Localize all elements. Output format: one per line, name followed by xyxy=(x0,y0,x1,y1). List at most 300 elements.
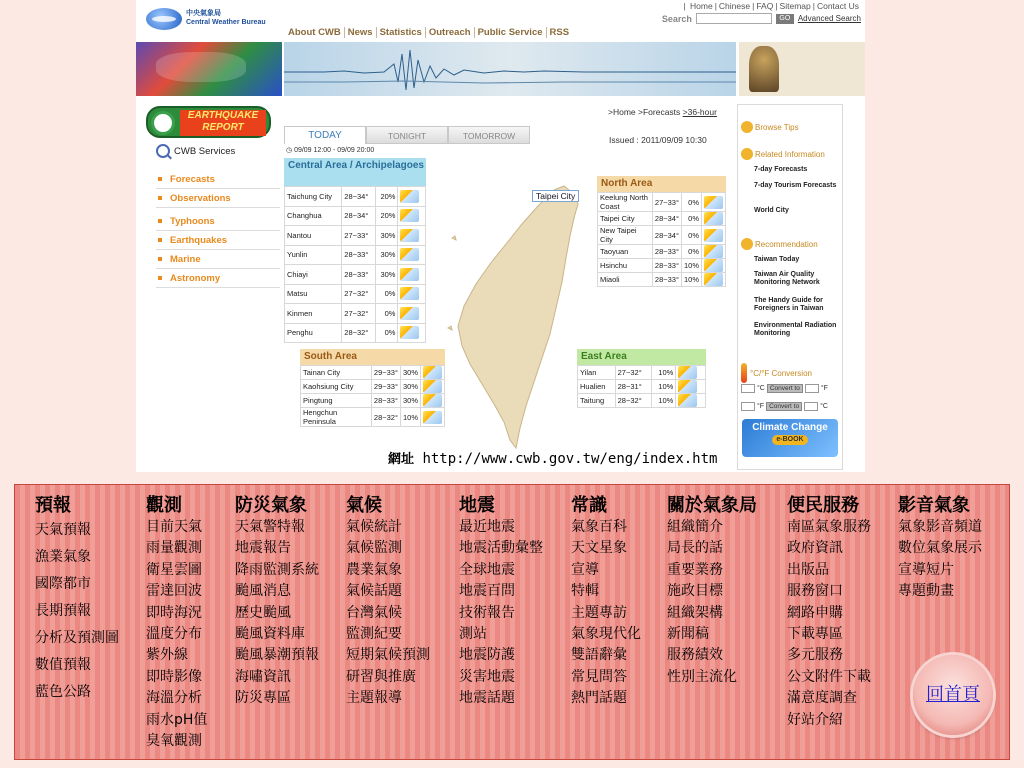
forecast-icon-cell xyxy=(398,265,426,285)
forecast-row xyxy=(285,284,426,304)
forecast-city[interactable]: Taipei City xyxy=(598,212,653,226)
celsius-input[interactable] xyxy=(741,384,755,393)
chinese-sitemap-panel xyxy=(14,484,1010,760)
sitemap-link[interactable]: 公文附件下載 xyxy=(787,668,871,685)
forecast-pop: 30% xyxy=(400,366,420,380)
sitemap-link[interactable]: 雷達回波 xyxy=(146,583,202,600)
forecast-temp: 29~33° xyxy=(371,366,400,380)
magnifier-icon xyxy=(156,144,170,158)
sitemap-heading[interactable]: 防災氣象 xyxy=(235,495,307,516)
forecast-city[interactable]: Taichung City xyxy=(285,187,342,207)
sitemap-link[interactable]: 下載專區 xyxy=(787,626,843,643)
sitemap-link[interactable]: 地震話題 xyxy=(459,690,515,707)
sitemap-link[interactable]: 氣象百科 xyxy=(571,519,627,535)
menu-marine[interactable]: Marine xyxy=(156,250,280,269)
sitemap-link[interactable]: 性別主流化 xyxy=(667,668,737,685)
sitemap-link[interactable]: 國際都市 xyxy=(35,576,91,592)
sitemap-link[interactable]: 地震報告 xyxy=(235,540,291,557)
forecast-pop: 0% xyxy=(681,193,701,212)
tab-tonight[interactable]: TONIGHT xyxy=(366,126,448,144)
sunny-cloudy-icon xyxy=(423,366,442,379)
sitemap-link[interactable]: 颱風暴潮預報 xyxy=(235,647,319,664)
sitemap-link[interactable]: 服務績效 xyxy=(667,647,723,664)
forecast-row xyxy=(285,245,426,265)
conversion-label: °C/°F Conversion xyxy=(750,368,812,378)
sitemap-link[interactable]: 歷史颱風 xyxy=(235,604,291,621)
url-label: 網址 xyxy=(388,452,415,467)
tab-today[interactable]: TODAY xyxy=(284,126,366,144)
forecast-temp: 28~33° xyxy=(371,394,400,408)
sitemap-heading[interactable]: 觀測 xyxy=(146,495,182,516)
sitemap-link[interactable]: 天文星象 xyxy=(571,540,627,557)
sitemap-link[interactable]: 研習與推廣 xyxy=(346,668,416,685)
earthquake-icon xyxy=(151,111,175,135)
sitemap-heading[interactable]: 地震 xyxy=(459,495,495,516)
celsius-unit: °C xyxy=(757,385,765,392)
forecast-icon-cell xyxy=(702,212,726,226)
sitemap-link[interactable]: 雨量觀測 xyxy=(146,540,202,557)
link-7day-forecasts[interactable]: 7-day Forecasts xyxy=(754,166,808,173)
forecast-pop: 0% xyxy=(375,304,398,324)
forecast-icon-cell xyxy=(676,394,706,408)
forecast-icon-cell xyxy=(702,259,726,273)
browse-tips[interactable] xyxy=(741,121,799,133)
sitemap-link[interactable]: 即時海況 xyxy=(146,604,202,621)
forecast-pop: 0% xyxy=(681,245,701,259)
convert-f-button[interactable]: Convert to xyxy=(766,402,802,411)
forecast-city[interactable]: Tainan City xyxy=(301,366,372,380)
sunny-cloudy-icon xyxy=(400,248,419,261)
menu-forecasts[interactable]: Forecasts xyxy=(156,170,280,189)
sitemap-link[interactable]: 台灣氣候 xyxy=(346,604,402,621)
forecast-row xyxy=(598,193,726,212)
forecast-temp: 28~32° xyxy=(371,408,400,427)
sitemap-link[interactable]: 南區氣象服務 xyxy=(787,519,871,535)
forecast-pop: 20% xyxy=(375,206,398,226)
sitemap-link[interactable]: 目前天氣 xyxy=(146,519,202,535)
sitemap-link[interactable]: 海嘯資訊 xyxy=(235,668,291,685)
forecast-row xyxy=(301,366,445,380)
sitemap-link[interactable]: 降雨監測系統 xyxy=(235,561,319,578)
sitemap-heading[interactable]: 預報 xyxy=(35,495,71,516)
cwb-logo[interactable] xyxy=(146,6,276,32)
sitemap-link[interactable]: 長期預報 xyxy=(35,603,91,619)
fahrenheit-input[interactable] xyxy=(741,402,755,411)
sitemap-link[interactable]: 氣候統計 xyxy=(346,519,402,535)
forecast-city[interactable]: Matsu xyxy=(285,284,342,304)
sitemap-link[interactable]: 防災專區 xyxy=(235,690,291,707)
sitemap-link[interactable]: 氣象影音頻道 xyxy=(898,519,982,535)
sitemap-link[interactable]: 網路申購 xyxy=(787,604,843,621)
sitemap-link[interactable]: 監測紀要 xyxy=(346,626,402,643)
forecast-icon-cell xyxy=(398,187,426,207)
sitemap-link[interactable]: 颱風資料庫 xyxy=(235,626,305,643)
sitemap-link[interactable]: 政府資訊 xyxy=(787,540,843,557)
south-area-title: South Area xyxy=(300,349,445,365)
menu-typhoons[interactable]: Typhoons xyxy=(156,212,280,231)
forecast-temp: 28~34° xyxy=(652,226,681,245)
earthquake-report-button[interactable] xyxy=(146,106,271,138)
climate-title: Climate Change xyxy=(752,422,828,433)
sitemap-link[interactable]: 溫度分布 xyxy=(146,626,202,643)
banner-seismogram xyxy=(284,42,736,96)
forecast-icon-cell xyxy=(676,380,706,394)
forecast-city[interactable]: Taitung xyxy=(578,394,616,408)
sitemap-heading[interactable]: 常識 xyxy=(571,495,607,516)
forecast-temp: 27~32° xyxy=(615,366,651,380)
sitemap-column xyxy=(35,495,119,706)
sitemap-link[interactable]: 即時影像 xyxy=(146,668,202,685)
forecast-row xyxy=(598,245,726,259)
breadcrumb-36hour[interactable]: >36-hour xyxy=(682,107,717,117)
forecast-temp: 28~33° xyxy=(652,273,681,287)
sitemap-link[interactable]: 漁業氣象 xyxy=(35,549,91,565)
nav-news[interactable]: News xyxy=(345,27,377,38)
top-link-contact[interactable]: Contact Us xyxy=(816,1,859,11)
sunny-cloudy-icon xyxy=(678,394,697,407)
forecast-pop: 30% xyxy=(400,380,420,394)
central-area-box xyxy=(284,158,426,343)
ebook-label: e-BOOK xyxy=(772,435,807,445)
sitemap-link[interactable]: 天氣預報 xyxy=(35,522,91,538)
sitemap-link[interactable]: 主題專訪 xyxy=(571,604,627,621)
sunny-cloudy-icon xyxy=(423,380,442,393)
forecast-city[interactable]: Taoyuan xyxy=(598,245,653,259)
f-to-c-row xyxy=(741,402,828,411)
sitemap-heading[interactable]: 氣候 xyxy=(346,495,382,516)
forecast-pop: 10% xyxy=(681,273,701,287)
forecast-city[interactable]: Kaohsiung City xyxy=(301,380,372,394)
sitemap-column xyxy=(667,495,757,688)
forecast-pop: 0% xyxy=(681,226,701,245)
related-info-label: Related Information xyxy=(755,149,825,159)
forecast-city[interactable]: Nantou xyxy=(285,226,342,246)
menu-observations[interactable]: Observations xyxy=(156,189,280,208)
forecast-temp: 28~33° xyxy=(342,265,375,285)
sitemap-heading[interactable]: 影音氣象 xyxy=(898,495,970,516)
cwb-logo-icon xyxy=(146,8,182,30)
top-link-sitemap[interactable]: Sitemap xyxy=(779,1,811,11)
forecast-row xyxy=(578,394,706,408)
sunny-cloudy-icon xyxy=(704,273,723,286)
sitemap-column xyxy=(787,495,871,731)
sitemap-column xyxy=(146,495,207,752)
forecast-temp: 27~33° xyxy=(342,226,375,246)
forecast-temp: 28~31° xyxy=(615,380,651,394)
sitemap-heading[interactable]: 便民服務 xyxy=(787,495,859,516)
cwb-services-label: CWB Services xyxy=(174,145,236,157)
sitemap-link[interactable]: 短期氣候預測 xyxy=(346,647,430,664)
menu-earthquakes[interactable]: Earthquakes xyxy=(156,231,280,250)
forecast-temp: 28~33° xyxy=(652,259,681,273)
forecast-icon-cell xyxy=(676,366,706,380)
forecast-row xyxy=(301,380,445,394)
forecast-temp: 27~32° xyxy=(342,304,375,324)
sitemap-link[interactable]: 施政目標 xyxy=(667,583,723,600)
sitemap-link[interactable]: 紫外線 xyxy=(146,647,188,664)
forecast-tabs xyxy=(284,126,530,144)
sitemap-link[interactable]: 宣導短片 xyxy=(898,561,954,578)
forecast-pop: 20% xyxy=(375,187,398,207)
forecast-icon-cell xyxy=(421,366,445,380)
sunny-cloudy-icon xyxy=(423,411,442,424)
forecast-city[interactable]: Keelung North Coast xyxy=(598,193,653,212)
sunny-cloudy-icon xyxy=(400,209,419,222)
forecast-temp: 29~33° xyxy=(371,380,400,394)
sunny-cloudy-icon xyxy=(704,229,723,242)
sunny-cloudy-icon xyxy=(400,326,419,339)
sitemap-link[interactable]: 颱風消息 xyxy=(235,583,291,600)
link-world-city[interactable]: World City xyxy=(754,207,789,214)
forecast-icon-cell xyxy=(421,380,445,394)
sitemap-link[interactable]: 地震防護 xyxy=(459,647,515,664)
forecast-temp: 27~33° xyxy=(652,193,681,212)
forecast-city[interactable]: Changhua xyxy=(285,206,342,226)
sitemap-link[interactable]: 常見問答 xyxy=(571,668,627,685)
forecast-pop: 10% xyxy=(651,380,676,394)
breadcrumb xyxy=(608,107,717,117)
advanced-search-link[interactable]: Advanced Search xyxy=(797,14,861,23)
sitemap-link[interactable]: 服務窗口 xyxy=(787,583,843,600)
forecast-temp: 28~33° xyxy=(652,245,681,259)
fahrenheit-unit-2: °F xyxy=(757,403,765,410)
sitemap-link[interactable]: 地震百問 xyxy=(459,583,515,600)
north-area-box xyxy=(597,176,726,287)
map-label-taipei[interactable]: Taipei City xyxy=(532,190,579,202)
forecast-row xyxy=(285,304,426,324)
sitemap-link[interactable]: 農業氣象 xyxy=(346,561,402,578)
search-go-button[interactable]: GO xyxy=(776,14,794,24)
seismometer-icon xyxy=(749,46,779,92)
top-link-faq[interactable]: FAQ xyxy=(756,1,774,11)
forecast-city[interactable]: Chiayi xyxy=(285,265,342,285)
related-info xyxy=(741,148,825,160)
recommendation xyxy=(741,238,818,250)
left-menu xyxy=(156,170,280,288)
forecast-icon-cell xyxy=(421,408,445,427)
sitemap-link[interactable]: 數值預報 xyxy=(35,657,91,673)
sitemap-link[interactable]: 技術報告 xyxy=(459,604,515,621)
temperature-conversion xyxy=(741,363,812,383)
search-area xyxy=(662,13,861,24)
top-links: | Home | Chinese | FAQ | Sitemap | Contact Us xyxy=(683,1,859,11)
page-url xyxy=(388,448,717,467)
forecast-period: ◷ 09/09 12:00 - 09/09 20:00 xyxy=(286,147,375,154)
east-area-box xyxy=(577,349,706,408)
sitemap-link[interactable]: 組織架構 xyxy=(667,604,723,621)
forecast-icon-cell xyxy=(398,206,426,226)
link-taiwan-today[interactable]: Taiwan Today xyxy=(754,256,800,263)
c-to-f-row xyxy=(741,384,828,393)
link-radiation[interactable]: Environmental Radiation Monitoring xyxy=(754,322,837,337)
sitemap-link[interactable]: 雨水pH值 xyxy=(146,711,208,728)
search-label: Search xyxy=(661,13,692,24)
banner-world-map xyxy=(136,42,282,96)
forecast-temp: 27~32° xyxy=(342,284,375,304)
sitemap-link[interactable]: 氣象現代化 xyxy=(571,626,641,643)
forecast-temp: 28~34° xyxy=(652,212,681,226)
forecast-row xyxy=(285,226,426,246)
sitemap-link[interactable]: 雙語辭彙 xyxy=(571,647,627,664)
sitemap-column xyxy=(346,495,430,710)
sunny-cloudy-icon xyxy=(400,287,419,300)
recommendation-label: Recommendation xyxy=(755,239,818,249)
forecast-city[interactable]: Penghu xyxy=(285,323,342,343)
nav-statistics[interactable]: Statistics xyxy=(377,27,426,38)
forecast-row xyxy=(598,212,726,226)
logo-text-cn: 中央氣象局 xyxy=(186,10,221,17)
sitemap-link[interactable]: 局長的話 xyxy=(667,540,723,557)
nav-public-service[interactable]: Public Service xyxy=(475,27,547,38)
sitemap-link[interactable]: 組織簡介 xyxy=(667,519,723,535)
forecast-icon-cell xyxy=(702,245,726,259)
forecast-city[interactable]: Kinmen xyxy=(285,304,342,324)
sitemap-link[interactable]: 氣候話題 xyxy=(346,583,402,600)
forecast-temp: 28~32° xyxy=(615,394,651,408)
sunny-cloudy-icon xyxy=(678,366,697,379)
forecast-icon-cell xyxy=(398,245,426,265)
sitemap-link[interactable]: 藍色公路 xyxy=(35,684,91,700)
forecast-icon-cell xyxy=(398,226,426,246)
menu-astronomy[interactable]: Astronomy xyxy=(156,269,280,288)
sitemap-link[interactable]: 分析及預測圖 xyxy=(35,630,119,646)
central-area-title: Central Area / Archipelagoes xyxy=(284,158,426,186)
sunny-cloudy-icon xyxy=(400,268,419,281)
forecast-row xyxy=(578,380,706,394)
sunny-cloudy-icon xyxy=(423,394,442,407)
forecast-temp: 28~33° xyxy=(342,245,375,265)
south-area-box xyxy=(300,349,445,427)
forecast-row xyxy=(598,259,726,273)
website-screenshot xyxy=(136,0,865,472)
forecast-row xyxy=(285,323,426,343)
climate-change-ebook[interactable] xyxy=(742,419,838,457)
forecast-row xyxy=(598,273,726,287)
search-input[interactable] xyxy=(696,13,772,24)
forecast-temp: 28~34° xyxy=(342,187,375,207)
fahrenheit-output[interactable] xyxy=(805,384,819,393)
sitemap-link[interactable]: 災害地震 xyxy=(459,668,515,685)
sitemap-link[interactable]: 天氣警特報 xyxy=(235,519,305,535)
forecast-row xyxy=(578,366,706,380)
forecast-city[interactable]: Hsinchu xyxy=(598,259,653,273)
sitemap-link[interactable]: 特輯 xyxy=(571,583,599,600)
forecast-icon-cell xyxy=(702,273,726,287)
sitemap-link[interactable]: 熱門話題 xyxy=(571,690,627,707)
nav-about[interactable]: About CWB xyxy=(285,27,345,38)
sunny-cloudy-icon xyxy=(704,259,723,272)
forecast-icon-cell xyxy=(398,323,426,343)
nav-outreach[interactable]: Outreach xyxy=(426,27,475,38)
sitemap-link[interactable]: 重要業務 xyxy=(667,561,723,578)
info-icon xyxy=(741,238,753,250)
forecast-row xyxy=(301,408,445,427)
link-handy-guide[interactable]: The Handy Guide for Foreigners in Taiwan xyxy=(754,297,824,312)
forecast-row xyxy=(285,206,426,226)
forecast-row xyxy=(285,265,426,285)
forecast-city[interactable]: Pingtung xyxy=(301,394,372,408)
forecast-pop: 30% xyxy=(375,245,398,265)
sitemap-link[interactable]: 測站 xyxy=(459,626,487,643)
sunny-cloudy-icon xyxy=(704,245,723,258)
forecast-pop: 0% xyxy=(681,212,701,226)
sitemap-column xyxy=(459,495,543,710)
sitemap-link[interactable]: 多元服務 xyxy=(787,647,843,664)
sitemap-link[interactable]: 滿意度調查 xyxy=(787,690,857,707)
forecast-pop: 10% xyxy=(651,366,676,380)
right-column xyxy=(737,104,843,470)
sitemap-link[interactable]: 新聞稿 xyxy=(667,626,709,643)
forecast-city[interactable]: Hualien xyxy=(578,380,616,394)
logo-text-en: Central Weather Bureau xyxy=(186,19,266,26)
forecast-icon-cell xyxy=(702,193,726,212)
home-button[interactable] xyxy=(913,655,993,735)
sitemap-link[interactable]: 宣導 xyxy=(571,561,599,578)
sitemap-link[interactable]: 臭氧觀測 xyxy=(146,733,202,750)
banner-instrument xyxy=(739,42,865,96)
sitemap-link[interactable]: 地震活動彙整 xyxy=(459,540,543,557)
breadcrumb-forecasts[interactable]: >Forecasts xyxy=(638,107,681,117)
convert-c-button[interactable]: Convert to xyxy=(767,384,803,393)
link-air-quality[interactable]: Taiwan Air Quality Monitoring Network xyxy=(754,271,820,286)
celsius-output[interactable] xyxy=(804,402,818,411)
north-area-title: North Area xyxy=(597,176,726,192)
top-link-chinese[interactable]: Chinese xyxy=(718,1,751,11)
forecast-row xyxy=(598,226,726,245)
forecast-pop: 10% xyxy=(681,259,701,273)
sitemap-column xyxy=(571,495,641,710)
nav-rss[interactable]: RSS xyxy=(549,27,570,38)
forecast-pop: 0% xyxy=(375,284,398,304)
forecast-row xyxy=(285,187,426,207)
tab-tomorrow[interactable]: TOMORROW xyxy=(448,126,530,144)
top-link-home[interactable]: Home xyxy=(690,1,713,11)
sitemap-link[interactable]: 數位氣象展示 xyxy=(898,540,982,557)
info-icon xyxy=(741,148,753,160)
sunny-cloudy-icon xyxy=(400,307,419,320)
sitemap-link[interactable]: 氣候監測 xyxy=(346,540,402,557)
earthquake-report-label: EARTHQUAKE REPORT xyxy=(180,110,266,136)
sitemap-link[interactable]: 衛星雲圖 xyxy=(146,561,202,578)
sitemap-link[interactable]: 好站介紹 xyxy=(787,711,843,728)
forecast-pop: 30% xyxy=(375,265,398,285)
fahrenheit-unit: °F xyxy=(820,385,828,392)
sitemap-heading[interactable]: 關於氣象局 xyxy=(667,495,757,516)
breadcrumb-home[interactable]: >Home xyxy=(608,107,636,117)
cwb-services xyxy=(156,144,235,158)
forecast-city[interactable]: New Taipei City xyxy=(598,226,653,245)
sitemap-link[interactable]: 最近地震 xyxy=(459,519,515,535)
link-7day-tourism[interactable]: 7-day Tourism Forecasts xyxy=(754,182,837,189)
forecast-city[interactable]: Yilan xyxy=(578,366,616,380)
sitemap-link[interactable]: 主題報導 xyxy=(346,690,402,707)
forecast-city[interactable]: Hengchun Peninsula xyxy=(301,408,372,427)
forecast-row xyxy=(301,394,445,408)
browse-tips-label: Browse Tips xyxy=(755,122,799,132)
sitemap-link[interactable]: 全球地震 xyxy=(459,561,515,578)
sitemap-link[interactable]: 海溫分析 xyxy=(146,690,202,707)
forecast-pop: 30% xyxy=(375,226,398,246)
forecast-icon-cell xyxy=(398,284,426,304)
sitemap-link[interactable]: 專題動畫 xyxy=(898,583,954,600)
home-button-label: 回首頁 xyxy=(926,684,980,705)
info-icon xyxy=(741,121,753,133)
taiwan-map[interactable] xyxy=(446,178,596,456)
forecast-city[interactable]: Miaoli xyxy=(598,273,653,287)
forecast-city[interactable]: Yunlin xyxy=(285,245,342,265)
sitemap-link[interactable]: 出版品 xyxy=(787,561,829,578)
forecast-icon-cell xyxy=(398,304,426,324)
